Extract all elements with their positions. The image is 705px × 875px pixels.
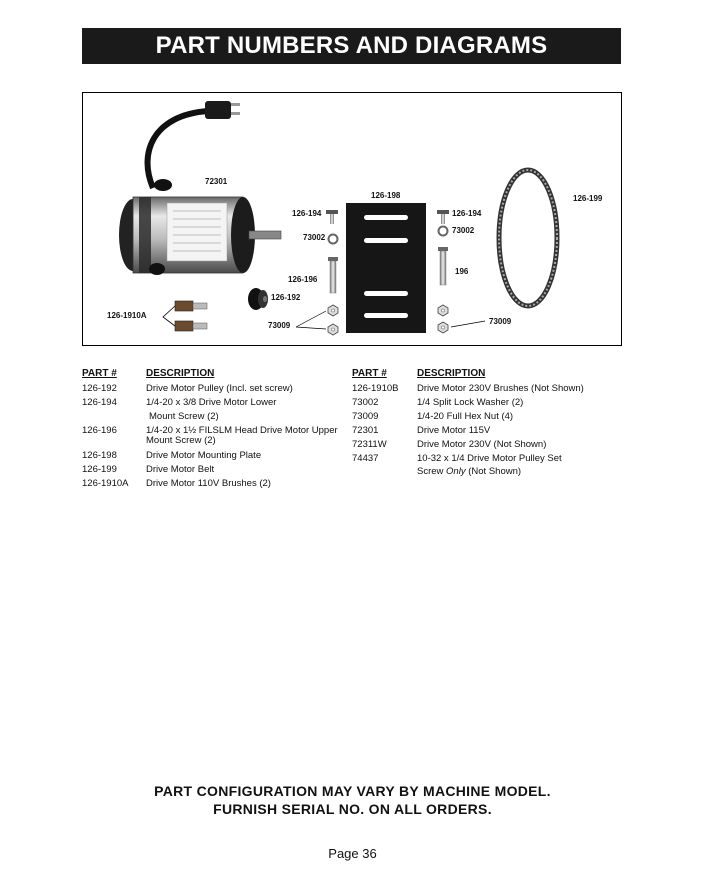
page-number: Page 36	[328, 846, 377, 861]
part-description: Drive Motor 230V Brushes (Not Shown)	[417, 383, 584, 394]
label-bolt-left: 126-196	[288, 275, 318, 284]
parts-diagram	[82, 92, 622, 346]
part-description-cont: Mount Screw (2)	[146, 435, 216, 446]
part-number: 74437	[352, 453, 379, 464]
part-description: Drive Motor 110V Brushes (2)	[146, 478, 271, 489]
part-description: 1/4-20 x 3/8 Drive Motor Lower	[146, 397, 277, 408]
part-number: 126-199	[82, 464, 117, 475]
label-motor: 72301	[205, 177, 228, 186]
part-description-cont	[417, 466, 521, 479]
motor-pulley	[248, 288, 268, 310]
drive-motor	[119, 179, 281, 275]
part-description: 1/4-20 x 1½ FILSLM Head Drive Motor Upper	[146, 425, 338, 436]
power-cord	[148, 101, 240, 188]
part-number: 72301	[352, 425, 379, 436]
part-number: 73009	[352, 411, 379, 422]
part-description: 1/4 Split Lock Washer (2)	[417, 397, 524, 408]
part-number: 126-1910A	[82, 478, 129, 489]
part-description: 10-32 x 1/4 Drive Motor Pulley Set	[417, 453, 562, 464]
part-description: 1/4-20 Full Hex Nut (4)	[417, 411, 514, 422]
page-title: PART NUMBERS AND DIAGRAMS	[82, 28, 621, 64]
desc-cont-c: (Not Shown)	[465, 466, 522, 477]
part-number: 73002	[352, 397, 379, 408]
mounting-plate	[346, 203, 426, 333]
part-description: Drive Motor Belt	[146, 464, 215, 475]
label-belt: 126-199	[573, 194, 603, 203]
footer-config-note: PART CONFIGURATION MAY VARY BY MACHINE MODEL.	[154, 783, 551, 799]
left-hardware	[296, 210, 338, 335]
part-number: 126-198	[82, 450, 117, 461]
label-screw-left: 126-194	[292, 209, 322, 218]
part-header: PART #	[82, 368, 117, 379]
part-header: PART #	[352, 368, 387, 379]
label-bolt-right: 196	[455, 267, 469, 276]
table-row	[82, 464, 117, 477]
label-nut-right: 73009	[489, 317, 512, 326]
part-number: 126-194	[82, 397, 117, 408]
table-row	[82, 425, 117, 438]
table-row	[82, 383, 117, 396]
label-plate: 126-198	[371, 191, 401, 200]
description-header: DESCRIPTION	[417, 368, 486, 379]
part-number: 72311W	[352, 439, 387, 450]
part-description: Drive Motor 115V	[417, 425, 491, 436]
label-screw-right: 126-194	[452, 209, 482, 218]
table-row	[82, 478, 128, 491]
table-row	[82, 450, 117, 463]
label-brushes: 126-1910A	[107, 311, 147, 320]
footer-serial-note: FURNISH SERIAL NO. ON ALL ORDERS.	[213, 801, 492, 817]
part-number: 126-192	[82, 383, 117, 394]
parts-illustration	[83, 93, 621, 345]
label-washer-right: 73002	[452, 226, 475, 235]
desc-cont-a: Screw	[417, 466, 447, 477]
part-description: Drive Motor Pulley (Incl. set screw)	[146, 383, 293, 394]
label-nut-left: 73009	[268, 321, 291, 330]
drive-belt	[499, 170, 557, 306]
part-number: 126-1910B	[352, 383, 399, 394]
description-header: DESCRIPTION	[146, 368, 215, 379]
table-row	[82, 397, 117, 410]
label-pulley: 126-192	[271, 293, 301, 302]
motor-brushes	[163, 301, 207, 331]
desc-cont-b: Only	[446, 466, 466, 477]
part-description: Drive Motor Mounting Plate	[146, 450, 262, 461]
label-washer-left: 73002	[303, 233, 326, 242]
part-description-cont: Mount Screw (2)	[149, 411, 219, 422]
part-number: 126-196	[82, 425, 117, 436]
part-description: Drive Motor 230V (Not Shown)	[417, 439, 547, 450]
